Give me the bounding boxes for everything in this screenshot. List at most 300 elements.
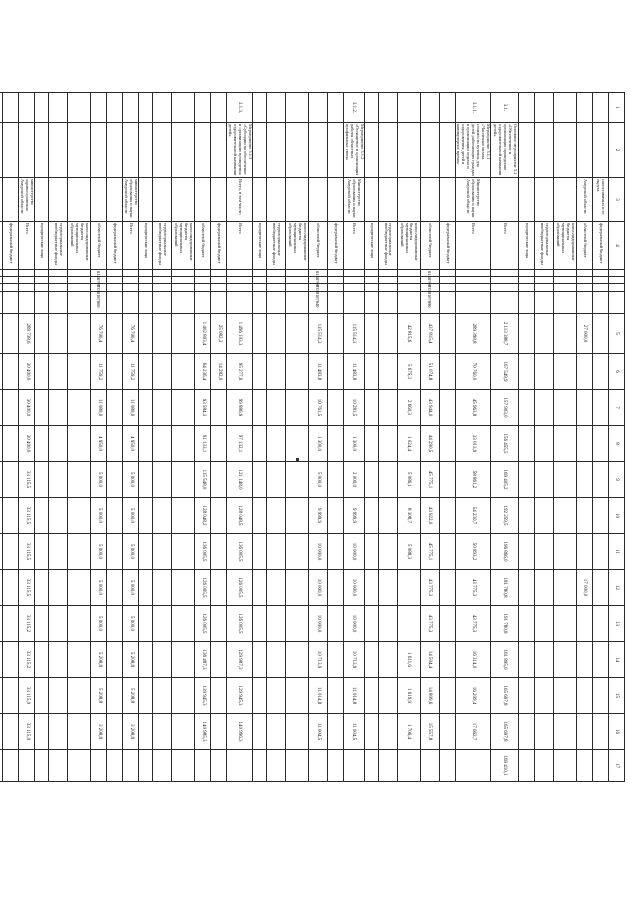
value-cell (153, 426, 172, 462)
value-cell (252, 642, 266, 678)
value-cell (554, 462, 577, 498)
value-cell (378, 534, 397, 570)
value-cell: 2 660,3 (397, 390, 420, 426)
budget-code-cell: 0707 (91, 277, 107, 284)
value-cell (107, 534, 123, 570)
budget-code-cell (378, 292, 397, 314)
value-cell: 51 074,8 (420, 354, 439, 390)
budget-table (0, 92, 625, 782)
value-cell: 10 000,0 (308, 534, 327, 570)
value-cell (364, 678, 378, 714)
total-value-cell (364, 314, 378, 354)
value-cell (35, 390, 49, 426)
measure-name-cell (397, 123, 420, 178)
funding-source-cell: областной бюджет (308, 222, 327, 270)
measure-name-cell (35, 123, 49, 178)
value-cell (593, 534, 609, 570)
value-cell: 165 697,8 (491, 678, 519, 714)
value-cell (364, 498, 378, 534)
value-cell: 196 866,0 (491, 534, 519, 570)
value-cell: 5 000,0 (123, 498, 139, 534)
budget-code-cell (153, 277, 172, 284)
value-cell (439, 570, 455, 606)
value-cell (378, 750, 397, 782)
measure-name-cell (19, 123, 35, 178)
value-cell (266, 426, 285, 462)
value-cell: 64 236,4 (195, 354, 211, 390)
value-cell (252, 426, 266, 462)
measure-name-cell (49, 123, 68, 178)
item-number-cell (49, 93, 68, 123)
budget-code-cell (68, 270, 91, 277)
executor-cell: Амурской области (577, 178, 593, 222)
value-cell (364, 750, 378, 782)
value-cell (49, 390, 68, 426)
value-cell (139, 642, 153, 678)
value-cell (593, 570, 609, 606)
value-cell (439, 750, 455, 782)
value-cell: 126 005,5 (227, 606, 253, 642)
value-cell (0, 678, 3, 714)
budget-code-cell (535, 292, 554, 314)
value-cell: 14 504,4 (420, 642, 439, 678)
value-cell (252, 678, 266, 714)
value-cell (153, 750, 172, 782)
value-cell: 91 133,1 (195, 426, 211, 462)
budget-code-cell (49, 284, 68, 292)
executor-cell: сопоставимых и ее округа (593, 178, 609, 222)
budget-code-cell (364, 270, 378, 277)
value-cell: 10 713,9 (343, 642, 364, 678)
table-row (535, 93, 554, 782)
value-cell (139, 390, 153, 426)
budget-code-cell (378, 284, 397, 292)
value-cell (577, 534, 593, 570)
value-cell: 14 809,6 (420, 678, 439, 714)
value-cell (593, 678, 609, 714)
value-cell (139, 534, 153, 570)
value-cell (3, 390, 19, 426)
value-cell (327, 534, 343, 570)
value-cell (519, 678, 535, 714)
budget-code-cell (107, 284, 123, 292)
executor-cell (139, 178, 153, 222)
value-cell (35, 714, 49, 750)
value-cell (535, 750, 554, 782)
budget-code-cell (327, 270, 343, 277)
value-cell (153, 570, 172, 606)
value-cell (519, 498, 535, 534)
budget-code-cell (519, 284, 535, 292)
executor-cell (195, 178, 211, 222)
value-cell (0, 750, 3, 782)
value-cell (153, 642, 172, 678)
value-cell: 99 886,9 (227, 390, 253, 426)
funding-source-cell (0, 222, 3, 270)
value-cell: 11 004,5 (308, 714, 327, 750)
table-row (364, 93, 378, 782)
value-cell: 139 945,3 (195, 678, 211, 714)
value-cell (577, 426, 593, 462)
value-cell (439, 462, 455, 498)
value-cell (195, 750, 211, 782)
value-cell (266, 534, 285, 570)
header-number-cell: 14 (609, 642, 625, 678)
header-number-cell: 6 (609, 354, 625, 390)
budget-code-cell (123, 284, 139, 292)
value-cell (327, 606, 343, 642)
budget-code-cell (35, 270, 49, 277)
value-cell: 10 000,0 (308, 570, 327, 606)
total-value-cell (68, 314, 91, 354)
total-value-cell: 25 082,3 (211, 314, 227, 354)
value-cell (439, 498, 455, 534)
budget-code-cell (554, 284, 577, 292)
budget-code-cell (343, 270, 364, 277)
value-cell (535, 498, 554, 534)
value-cell: 5 000,0 (123, 462, 139, 498)
value-cell: 10 713,9 (308, 642, 327, 678)
value-cell (554, 390, 577, 426)
value-cell: 30 400,0 (19, 390, 35, 426)
item-number-cell (211, 93, 227, 123)
value-cell (35, 606, 49, 642)
value-cell (19, 750, 35, 782)
value-cell (266, 498, 285, 534)
value-cell: 33 115,5 (19, 498, 35, 534)
funding-source-cell: областной бюджет (91, 222, 107, 270)
value-cell (285, 534, 308, 570)
value-cell (68, 534, 91, 570)
value-cell (35, 354, 49, 390)
value-cell (252, 390, 266, 426)
value-cell: 156 455,5 (491, 426, 519, 462)
value-cell: 17 662,7 (455, 714, 490, 750)
value-cell (49, 750, 68, 782)
table-row (35, 93, 49, 782)
value-cell (252, 462, 266, 498)
budget-code-cell (439, 270, 455, 277)
value-cell (49, 354, 68, 390)
header-code-cell (609, 284, 625, 292)
value-cell (439, 714, 455, 750)
executor-cell: Министерство образования и науки Амурской области (343, 178, 364, 222)
value-cell (285, 642, 308, 678)
table-row (153, 93, 172, 782)
total-value-cell: 2 113 388,7 (491, 314, 519, 354)
executor-cell (107, 178, 123, 222)
table-row (0, 93, 3, 782)
measure-name-cell (266, 123, 285, 178)
value-cell: 191 780,8 (491, 606, 519, 642)
funding-source-cell: консолидированные бюджеты муниципальных образований (397, 222, 420, 270)
value-cell (266, 570, 285, 606)
budget-code-cell: 0330187040 (308, 284, 327, 292)
budget-code-cell (554, 292, 577, 314)
item-number-cell: 3.1.1. (455, 93, 490, 123)
value-cell (554, 678, 577, 714)
value-cell (252, 570, 266, 606)
value-cell (397, 606, 420, 642)
value-cell: 136 005,5 (227, 534, 253, 570)
total-value-cell (153, 314, 172, 354)
value-cell: 5 088,3 (397, 534, 420, 570)
value-cell (577, 606, 593, 642)
budget-code-cell (554, 270, 577, 277)
total-value-cell (439, 314, 455, 354)
budget-code-cell (593, 292, 609, 314)
item-number-cell (153, 93, 172, 123)
value-cell (420, 750, 439, 782)
value-cell: 70 760,0 (455, 354, 490, 390)
budget-code-cell: 814 (308, 270, 327, 277)
item-number-cell (68, 93, 91, 123)
table-row (378, 93, 397, 782)
value-cell (211, 606, 227, 642)
value-cell: 1 300,0 (308, 426, 327, 462)
item-number-cell (439, 93, 455, 123)
budget-code-cell (211, 284, 227, 292)
value-cell (172, 570, 195, 606)
value-cell (35, 570, 49, 606)
value-cell (535, 678, 554, 714)
value-cell (139, 426, 153, 462)
budget-code-cell (266, 277, 285, 284)
funding-source-cell: Всего (455, 222, 490, 270)
budget-code-cell: 0330187090 (420, 284, 439, 292)
value-cell (535, 570, 554, 606)
value-cell: 5 000,0 (123, 606, 139, 642)
item-number-cell (107, 93, 123, 123)
value-cell (0, 462, 3, 498)
value-cell (252, 354, 266, 390)
budget-code-cell (139, 277, 153, 284)
value-cell (593, 390, 609, 426)
item-number-cell (0, 93, 3, 123)
value-cell (285, 426, 308, 462)
measure-name-cell (364, 123, 378, 178)
value-cell (364, 534, 378, 570)
value-cell (593, 750, 609, 782)
value-cell: 5 000,0 (123, 570, 139, 606)
total-value-cell (49, 314, 68, 354)
value-cell (68, 426, 91, 462)
value-cell (327, 498, 343, 534)
budget-code-cell (252, 270, 266, 277)
funding-source-cell: областной бюджет (577, 222, 593, 270)
value-cell: 33 013,9 (455, 426, 490, 462)
value-cell (327, 462, 343, 498)
value-cell (0, 534, 3, 570)
value-cell: 5 208,8 (91, 642, 107, 678)
value-cell (3, 678, 19, 714)
budget-code-cell (327, 277, 343, 284)
table-row (308, 93, 327, 782)
value-cell (35, 642, 49, 678)
value-cell: 95 277,6 (227, 354, 253, 390)
header-number-cell: 16 (609, 714, 625, 750)
value-cell (153, 606, 172, 642)
total-value-cell: 289 398,8 (455, 314, 490, 354)
value-cell (0, 390, 3, 426)
value-cell (49, 714, 68, 750)
executor-cell (364, 178, 378, 222)
value-cell (364, 426, 378, 462)
value-cell (153, 354, 172, 390)
value-cell: 5 000,0 (91, 498, 107, 534)
measure-name-cell: Мероприятие 3.1.2 «Оснащение и организация работы областных профильных смен» (343, 123, 364, 178)
value-cell (49, 534, 68, 570)
value-cell: 43 775,3 (420, 570, 439, 606)
table-row (491, 93, 519, 782)
table-row (343, 93, 364, 782)
total-value-cell: 437 815,4 (420, 314, 439, 354)
executor-cell: Всего, в том числе: (227, 178, 253, 222)
budget-code-cell (153, 284, 172, 292)
item-number-cell (266, 93, 285, 123)
budget-code-cell (211, 270, 227, 277)
measure-name-cell (195, 123, 211, 178)
budget-code-cell (343, 284, 364, 292)
value-cell (35, 498, 49, 534)
executor-cell (554, 178, 577, 222)
item-number-cell (535, 93, 554, 123)
value-cell (397, 570, 420, 606)
total-value-cell: 1 496 103,3 (227, 314, 253, 354)
value-cell (439, 354, 455, 390)
header-number-cell: 15 (609, 678, 625, 714)
value-cell (0, 498, 3, 534)
value-cell (139, 570, 153, 606)
budget-code-cell (535, 277, 554, 284)
value-cell: 126 005,5 (195, 606, 211, 642)
budget-code-cell (378, 277, 397, 284)
executor-cell (211, 178, 227, 222)
budget-code-cell (285, 284, 308, 292)
value-cell (378, 390, 397, 426)
value-cell (172, 354, 195, 390)
value-cell (68, 606, 91, 642)
value-cell (0, 426, 3, 462)
value-cell (266, 354, 285, 390)
value-cell (172, 678, 195, 714)
executor-cell (172, 178, 195, 222)
value-cell: 5 000,0 (91, 462, 107, 498)
budget-code-cell (35, 292, 49, 314)
value-cell (211, 462, 227, 498)
executor-cell (491, 178, 519, 222)
value-cell (3, 426, 19, 462)
value-cell (554, 606, 577, 642)
value-cell (593, 426, 609, 462)
executor-cell (378, 178, 397, 222)
header-number-cell: 7 (609, 390, 625, 426)
table-row (420, 93, 439, 782)
funding-source-cell: юридические лица (35, 222, 49, 270)
value-cell: 15 557,8 (420, 714, 439, 750)
measure-name-cell (172, 123, 195, 178)
item-number-cell (252, 93, 266, 123)
measure-name-cell: Мероприятие 3.1.1 «Частичная оплата стоимости путевок для детей работающих граждан в организации отдыха и оздоровления детей в каникулярное время» (456, 124, 491, 176)
value-cell (519, 354, 535, 390)
value-cell (211, 570, 227, 606)
executor-cell (308, 178, 327, 222)
value-cell (364, 462, 378, 498)
value-cell: 33 115,0 (19, 678, 35, 714)
value-cell (68, 714, 91, 750)
value-cell (285, 750, 308, 782)
value-cell (327, 678, 343, 714)
value-cell: 33 115,2 (19, 642, 35, 678)
item-number-cell (308, 93, 327, 123)
budget-code-cell: 0330187060 (91, 284, 107, 292)
value-cell (211, 534, 227, 570)
table-row (49, 93, 68, 782)
budget-code-cell (519, 277, 535, 284)
executor-cell (91, 178, 107, 222)
value-cell: 5 000,0 (91, 534, 107, 570)
total-value-cell (285, 314, 308, 354)
value-cell: 11 080,0 (123, 390, 139, 426)
funding-source-cell: областной бюджет (195, 222, 211, 270)
value-cell (577, 462, 593, 498)
total-value-cell (378, 314, 397, 354)
value-cell (153, 678, 172, 714)
value-cell (519, 570, 535, 606)
value-cell (593, 714, 609, 750)
table-row (123, 93, 139, 782)
value-cell (107, 678, 123, 714)
value-cell: 161 895,0 (491, 642, 519, 678)
funding-source-cell: территориальные внебюджетные фонды (49, 222, 68, 270)
measure-name-cell (139, 123, 153, 178)
budget-code-cell (491, 270, 519, 277)
value-cell: 43 775,3 (455, 570, 490, 606)
total-value-cell (519, 314, 535, 354)
value-cell: 5 208,8 (123, 642, 139, 678)
value-cell (107, 714, 123, 750)
value-cell: 1 024,4 (397, 426, 420, 462)
value-cell (378, 462, 397, 498)
value-cell (211, 498, 227, 534)
value-cell (455, 750, 490, 782)
value-cell (35, 534, 49, 570)
value-cell (364, 642, 378, 678)
value-cell (554, 354, 577, 390)
value-cell (577, 750, 593, 782)
value-cell (397, 750, 420, 782)
value-cell: 5 208,8 (123, 678, 139, 714)
total-value-cell (554, 314, 577, 354)
value-cell (577, 714, 593, 750)
value-cell (285, 498, 308, 534)
budget-code-cell (252, 284, 266, 292)
table-row (577, 93, 593, 782)
value-cell: 50 893,2 (455, 534, 490, 570)
value-cell (252, 714, 266, 750)
value-cell (519, 606, 535, 642)
value-cell (172, 390, 195, 426)
executor-cell: министерство образования и науки Амурской области (123, 178, 139, 222)
measure-name-cell (420, 123, 439, 178)
value-cell (378, 354, 397, 390)
value-cell (519, 462, 535, 498)
value-cell (3, 642, 19, 678)
budget-code-cell (19, 270, 35, 277)
value-cell (577, 354, 593, 390)
budget-code-cell (139, 270, 153, 277)
funding-source-cell: консолидированные бюджеты муниципальных образований (554, 222, 577, 270)
